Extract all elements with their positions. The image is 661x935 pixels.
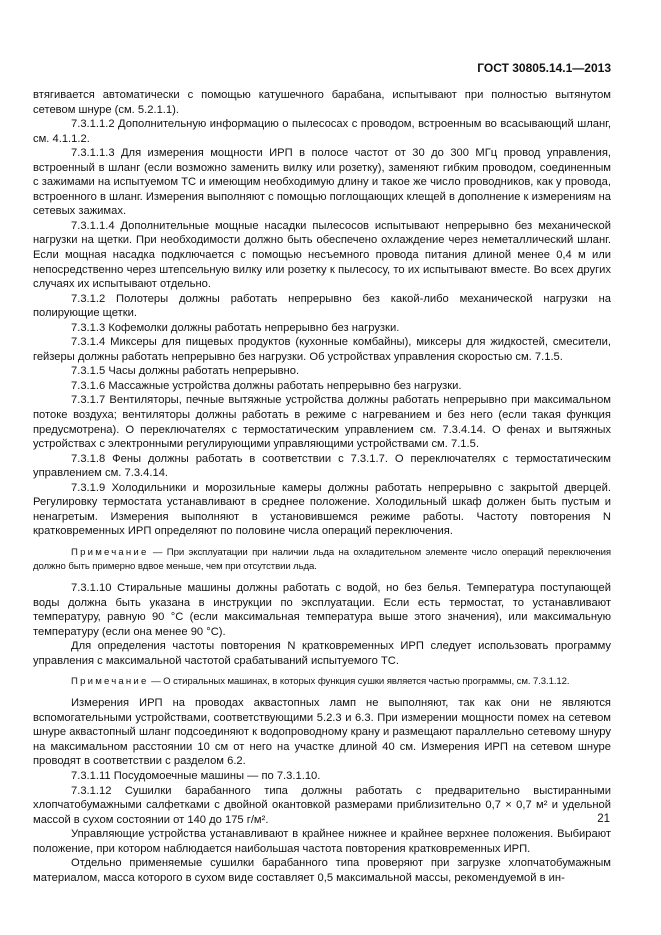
- note: [33, 546, 611, 574]
- paragraph: 7.3.1.2 Полотеры должны работать непрерывно без какой-либо механической нагрузки на полирующие щетки.: [33, 292, 611, 320]
- paragraph: 7.3.1.12 Сушилки барабанного типа должны работать с предварительно выстиранными хлопчатобумажными салфетками с двойной окантовкой размерами приблизительно 0,7 × 0,7 м² и удельной массой в сухом состоянии от 140 до 175 г/м².: [33, 784, 611, 826]
- note-text: — О стиральных машинах, в которых функция сушки является частью программы, см. 7.3.1.12.: [148, 676, 570, 688]
- document-body: [33, 88, 611, 885]
- paragraph: втягивается автоматически с помощью катушечного барабана, испытывают при полностью вытянутом сетевом шнуре (см. 5.2.1.1).: [33, 89, 611, 116]
- note-label: Примечание: [71, 676, 149, 688]
- paragraph: 7.3.1.1.2 Дополнительную информацию о пылесосах с проводом, встроенным во всасывающий шланг, см. 4.1.1.2.: [33, 118, 611, 145]
- note-text: — При эксплуатации при наличии льда на охладительном элементе число операций переключения должно быть примерно вдвое меньше, чем при отсутствии льда.: [33, 546, 611, 572]
- document-header: ГОСТ 30805.14.1—2013: [477, 61, 611, 75]
- paragraph: Измерения ИРП на проводах аквастопных ламп не выполняют, так как они не являются вспомогательными устройствами, соответствующими 5.2.3 и 6.3. При измерении мощности помех на сетевом шнуре аквастопный шланг подсоединяют к водопроводному крану и размещают параллельно сетевому шнуру на максимальном расстоянии 10 см от него на участке длиной 40 см. Измерения ИРП на сетевом шнуре проводят в соответствии с разделом 6.2.: [33, 697, 611, 768]
- paragraph: 7.3.1.6 Массажные устройства должны работать непрерывно без нагрузки.: [71, 379, 462, 392]
- paragraph: 7.3.1.11 Посудомоечные машины — по 7.3.1.10.: [71, 769, 321, 782]
- paragraph: Управляющие устройства устанавливают в крайнее нижнее и крайнее верхнее положения. Выбирают положение, при котором наблюдается наибольшая частота повторения кратковременных ИРП.: [33, 828, 611, 855]
- paragraph: 7.3.1.3 Кофемолки должны работать непрерывно без нагрузки.: [71, 321, 400, 334]
- paragraph: Для определения частоты повторения N кратковременных ИРП следует использовать программу управления с максимальной частотой срабатываний испытуемого ТС.: [33, 640, 611, 667]
- paragraph: 7.3.1.9 Холодильники и морозильные камеры должны работать непрерывно с закрытой дверцей. Регулировку термостата устанавливают в среднее положение. Холодильный шкаф должен быть пустым и ненагретым. Измерения выполняют в установившемся режиме работы. Частоту повторения N кратковременных ИРП определяют по половине числа операций переключения.: [33, 481, 611, 538]
- paragraph: 7.3.1.1.3 Для измерения мощности ИРП в полосе частот от 30 до 300 МГц провод управления, встроенный в шланг (если возможно заменить вилку или розетку), заменяют гибким проводом, соединенным с зажимами на испытуемом ТС и имеющим необходимую длину и такое же число проводников, как у провода, встроенного в шланг. Измерения выполняют с помощью поглощающих клещей в дополнение к измерениям на сетевых зажимах.: [33, 147, 611, 218]
- paragraph: 7.3.1.8 Фены должны работать в соответствии с 7.3.1.7. О переключателях с термостатическим управлением см. 7.3.4.14.: [33, 452, 611, 480]
- paragraph: 7.3.1.7 Вентиляторы, печные вытяжные устройства должны работать непрерывно при максимальном потоке воздуха; вентиляторы должны работать в режиме с нагреванием и без него (если такая функция предусмотрена). О переключателях с термостатическим управлением см. 7.3.4.14. О фенах и вытяжных устройствах с электронными регулирующими управляющими устройствами см. 7.1.5.: [33, 394, 611, 451]
- paragraph: 7.3.1.1.4 Дополнительные мощные насадки пылесосов испытывают непрерывно без механической нагрузки на щетки. При необходимости должно быть обеспечено охлаждение через неметаллический шланг. Если мощная насадка подключается с помощью несъемного провода питания длиной менее 0,4 м или непосредственно через штепсельную вилку или розетку к пылесосу, то их испытывают вместе. Во всех других случаях их испытывают отдельно.: [33, 219, 611, 291]
- note: [33, 675, 611, 689]
- paragraph: 7.3.1.5 Часы должны работать непрерывно.: [71, 365, 300, 378]
- paragraph: 7.3.1.10 Стиральные машины должны работать с водой, но без белья. Температура поступающей воды должна быть указана в инструкции по эксплуатации. Если есть термостат, то устанавливают температуру, равную 90 °С (если максимальная температура выше этого значения), или максимальную температуру (если она менее 90 °С).: [33, 581, 611, 638]
- paragraph: 7.3.1.4 Миксеры для пищевых продуктов (кухонные комбайны), миксеры для жидкостей, смесители, гейзеры должны работать непрерывно без нагрузки. Об устройствах управления скоростью см. 7.1.5.: [33, 336, 611, 363]
- paragraph: Отдельно применяемые сушилки барабанного типа проверяют при загрузке хлопчатобумажным материалом, масса которого в сухом виде составляет 0,5 максимальной массы, рекомендуемой в ин-: [33, 857, 611, 884]
- page-number: 21: [597, 813, 610, 825]
- note-label: Примечание: [71, 546, 149, 558]
